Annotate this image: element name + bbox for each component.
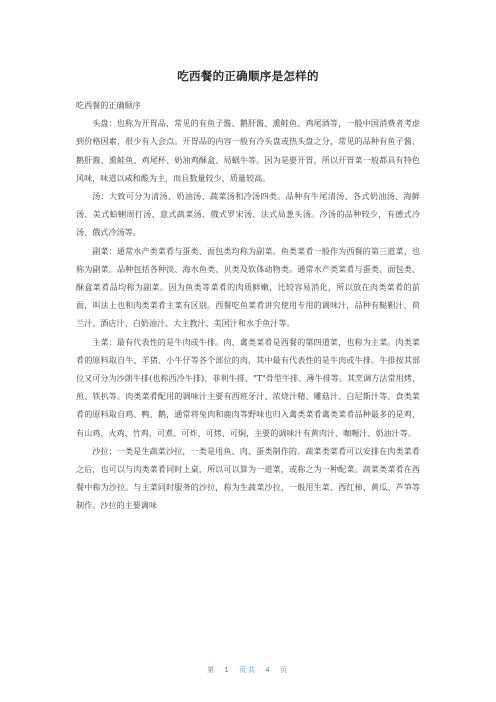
paragraph-soup: 汤：大致可分为清汤、奶油汤、蔬菜汤和冷汤四类。品种有牛尾清汤、各式奶油汤、海鲜汤、美式蛤蜊周打汤、意式蔬菜汤、俄式罗宋汤、法式局葱头汤。冷汤的品种较少，有德式冷汤、俄式冷汤等。 — [76, 191, 420, 238]
document-body — [76, 96, 420, 515]
paragraph-appetizer: 头盘：也称为开胃品，常见的有鱼子酱、鹅肝酱、熏鲑鱼、鸡尾酒等，一般中国消费者考虑到价格因素，很少有人会点。开胃品的内容一般有冷头盘或热头盘之分，常见的品种有鱼子酱、鹅肝酱、熏鲑鱼、鸡尾杯、奶油鸡酥盒、局蜗牛等。因为是要开胃，所以开胃菜一般都具有特色风味，味道以咸和酸为主，而且数量较少，质量较高。 — [76, 118, 420, 183]
footer-page-total: 4 — [265, 666, 272, 674]
footer-suffix: 页 — [279, 666, 289, 674]
page-footer — [0, 665, 496, 675]
paragraph-main-course: 主菜：最有代表性的是牛肉或牛排。肉、禽类菜肴是西餐的第四道菜，也称为主菜。肉类菜肴的原料取自牛、羊猪、小牛仔等各个部位的肉，其中最有代表性的是牛肉或牛排。牛排按其部位又可分为沙朗牛排(也称西冷牛排)、菲利牛排、"T"骨型牛排、薄牛排等。其烹调方法常用烤、煎、铁扒等。肉类菜肴配用的调味汁主要有西班牙汁、浓烧汁精、雕菇汁、白尼斯汁等。食类菜肴的原料取自鸡、鸭、鹅，通常将兔肉和鹿肉等野味也归入禽类菜肴禽类菜肴品种最多的是鸡，有山鸡、火鸡、竹鸡，可煮、可炸、可烤、可焖，主要的调味汁有黄肉汁、咖喱汁、奶油汁等。 — [76, 336, 420, 438]
footer-page-number: 1 — [224, 666, 231, 674]
document-title: 吃西餐的正确顺序是怎样的 — [177, 69, 319, 83]
footer-middle: 页共 — [239, 666, 257, 674]
paragraph-side-dish: 副菜：通常水产类菜肴与蛋类、面包类均称为副菜。鱼类菜肴一般作为西餐的第三道菜，也称为副菜。品种包括各种淡、海水鱼类、贝类及软体动物类。通常水产类菜肴与蛋类、面包类、酥盒菜肴品均称为副菜。因为鱼类等菜肴的肉质鲜嫩，比较容易消化，所以放在肉类菜肴的前面，叫法上也和肉类菜肴主菜有区别。西餐吃鱼菜肴讲究使用专用的调味汁，品种有鞑靼汁、荷兰汁、酒店汁、白奶油汁、大主教汁、美国汁和水手鱼汁等。 — [76, 245, 420, 329]
footer-prefix: 第 — [207, 666, 217, 674]
paragraph-salad: 沙拉：一类是生蔬菜沙拉，一类是用鱼、肉、蛋类制作的。蔬菜类菜肴可以安排在肉类菜肴之后，也可以与肉类菜肴同时上桌，所以可以算为一道菜，或称之为一种配菜。蔬菜类菜肴在西餐中称为沙拉。与主菜同时服务的沙拉，称为生蔬菜沙拉，一般用生菜、西红柿、黄瓜、芦笋等制作。沙拉的主要调味 — [76, 445, 420, 511]
subtitle-paragraph: 吃西餐的正确顺序 — [76, 100, 141, 110]
